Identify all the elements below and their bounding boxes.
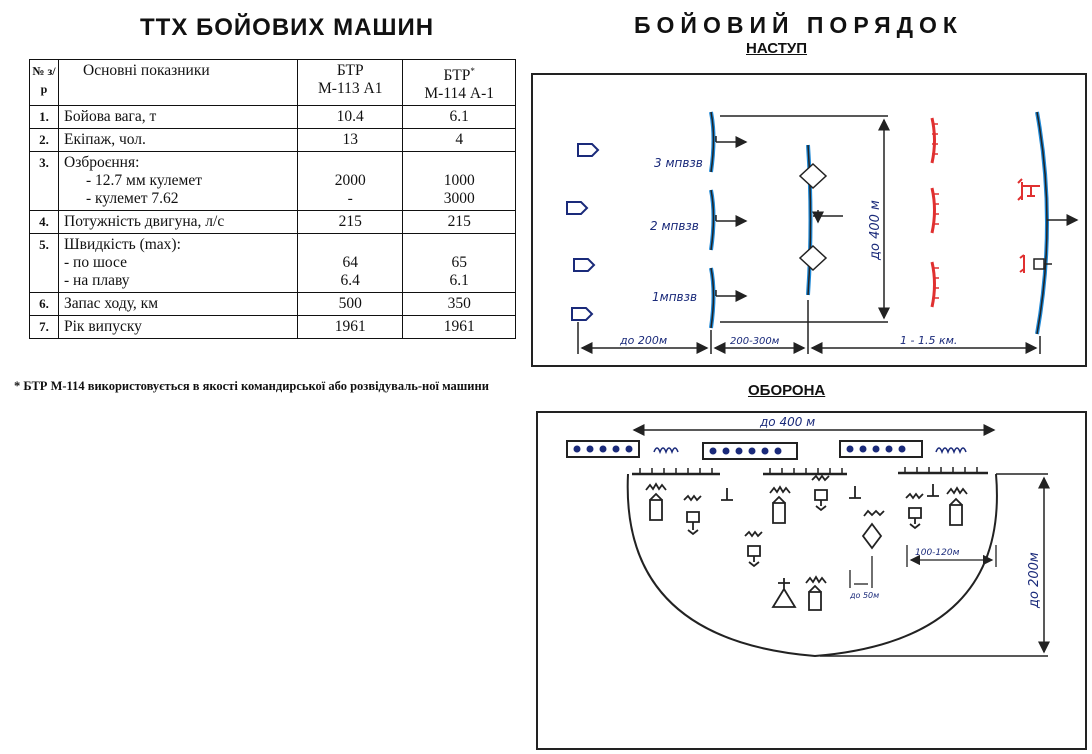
row-no: 1. [30, 106, 59, 129]
vehicle-icon [906, 494, 923, 528]
command-post-icon [800, 246, 826, 270]
platoon-label: 1мпвзв [652, 290, 698, 304]
vehicle-icon [684, 496, 701, 534]
row-label: Бойова вага, т [59, 106, 298, 129]
advance-diagram [567, 112, 1077, 354]
depth-dimension [720, 116, 888, 322]
row-label-main: Швидкість (max): [64, 236, 181, 254]
row-no: 3. [30, 152, 59, 211]
row-no: 7. [30, 316, 59, 339]
post-icon [721, 488, 733, 500]
row-sublabel: - по шосе [64, 254, 127, 272]
row-value-2: 215 [403, 211, 516, 234]
vehicle-icon [947, 488, 967, 525]
header-no: № з/р [30, 60, 59, 106]
row-value-1: 500 [298, 293, 403, 316]
vehicle-icon [812, 476, 829, 510]
command-post-icon [800, 164, 826, 188]
crown-icon [646, 484, 666, 490]
row-sublabel: - кулемет 7.62 [86, 190, 179, 208]
apc-icon [578, 144, 598, 156]
header-col2-mark: * [470, 66, 475, 76]
header-indicators: Основні показники [59, 60, 298, 106]
apc-icon [574, 259, 594, 271]
distance-label: до 200м [620, 334, 668, 347]
distance-label: 1 - 1.5 км. [900, 334, 958, 347]
unit-symbols [646, 476, 967, 610]
header-col1-line1: БТР [336, 62, 364, 79]
row-no: 6. [30, 293, 59, 316]
defense-depth-dimension [820, 474, 1048, 656]
platoon-arrows [716, 136, 746, 296]
wire-obstacles [654, 448, 966, 452]
row-no: 5. [30, 234, 59, 293]
row-no: 2. [30, 129, 59, 152]
ttx-title: ТТХ БОЙОВИХ МАШИН [140, 14, 435, 41]
row-value-2: 6.1 [403, 106, 516, 129]
width-label: до 400 м [760, 415, 816, 429]
defense-area [628, 474, 997, 656]
header-col2-line1: БТР [443, 67, 471, 85]
footnote: * БТР М-114 використовується в якості командирської або розвідуваль-ної машини [14, 379, 489, 393]
vehicle-icon [1034, 259, 1044, 269]
row-value-2: 4 [403, 129, 516, 152]
row-subvalue: 64 [342, 254, 358, 272]
row-sublabel: - на плаву [64, 272, 130, 290]
distance-label: 200-300м [730, 336, 780, 347]
header-col2-line2: М-114 А-1 [424, 85, 494, 103]
row-subvalue: 6.4 [340, 272, 360, 290]
platoon-label: 2 мпвзв [650, 219, 699, 233]
apc-icon [572, 308, 592, 320]
small-gap-label: до 50м [850, 591, 880, 600]
row-value-2: 350 [403, 293, 516, 316]
defense-depth-label: до 200м [1027, 552, 1042, 608]
row-value-1: 13 [298, 129, 403, 152]
row-subvalue: 65 [451, 254, 467, 272]
far-right-line [1018, 112, 1077, 334]
row-subvalue: 6.1 [449, 272, 469, 290]
row-value-1: 1961 [298, 316, 403, 339]
row-subvalue: 3000 [443, 190, 475, 208]
command-post-icon [863, 511, 884, 548]
depth-label: до 400 м [868, 200, 883, 260]
row-subvalue: 1000 [443, 172, 475, 190]
platoon-lines [711, 112, 714, 328]
platoon-label: 3 мпвзв [654, 156, 703, 170]
row-label-main: Озброєння: [64, 154, 140, 172]
post-icon [849, 486, 861, 498]
row-value-1: 10.4 [298, 106, 403, 129]
vehicle-icon [770, 487, 790, 523]
defense-title: ОБОРОНА [748, 382, 826, 399]
gap-label: 100-120м [915, 548, 960, 558]
row-value-1: 215 [298, 211, 403, 234]
row-subvalue: 2000 [334, 172, 366, 190]
apc-icon [567, 202, 587, 214]
apc-column [567, 144, 598, 320]
header-col1-line2: М-113 А1 [318, 80, 383, 97]
advance-title: НАСТУП [746, 40, 808, 57]
defense-diagram [567, 415, 1048, 656]
row-label: Потужність двигуна, л/с [59, 211, 298, 234]
row-value-2: 1961 [403, 316, 516, 339]
vehicle-icon [650, 494, 662, 520]
row-sublabel: - 12.7 мм кулемет [86, 172, 202, 190]
company-line [800, 145, 843, 295]
trench-lines [632, 467, 988, 474]
red-marker-icon [1018, 179, 1040, 200]
row-subvalue: - [347, 190, 353, 208]
row-label: Запас ходу, км [59, 293, 298, 316]
row-label: Рік випуску [59, 316, 298, 339]
row-label: Екіпаж, чол. [59, 129, 298, 152]
combat-order-title: БОЙОВИЙ ПОРЯДОК [634, 12, 963, 38]
minefield-strips [567, 441, 922, 459]
post-icon [927, 484, 939, 496]
enemy-positions [932, 118, 939, 307]
mines [574, 446, 906, 455]
vehicle-icon [745, 532, 762, 566]
vehicle-icon [806, 577, 826, 610]
hq-triangle-icon [773, 578, 795, 607]
row-no: 4. [30, 211, 59, 234]
red-vehicle-icon [1020, 255, 1024, 273]
